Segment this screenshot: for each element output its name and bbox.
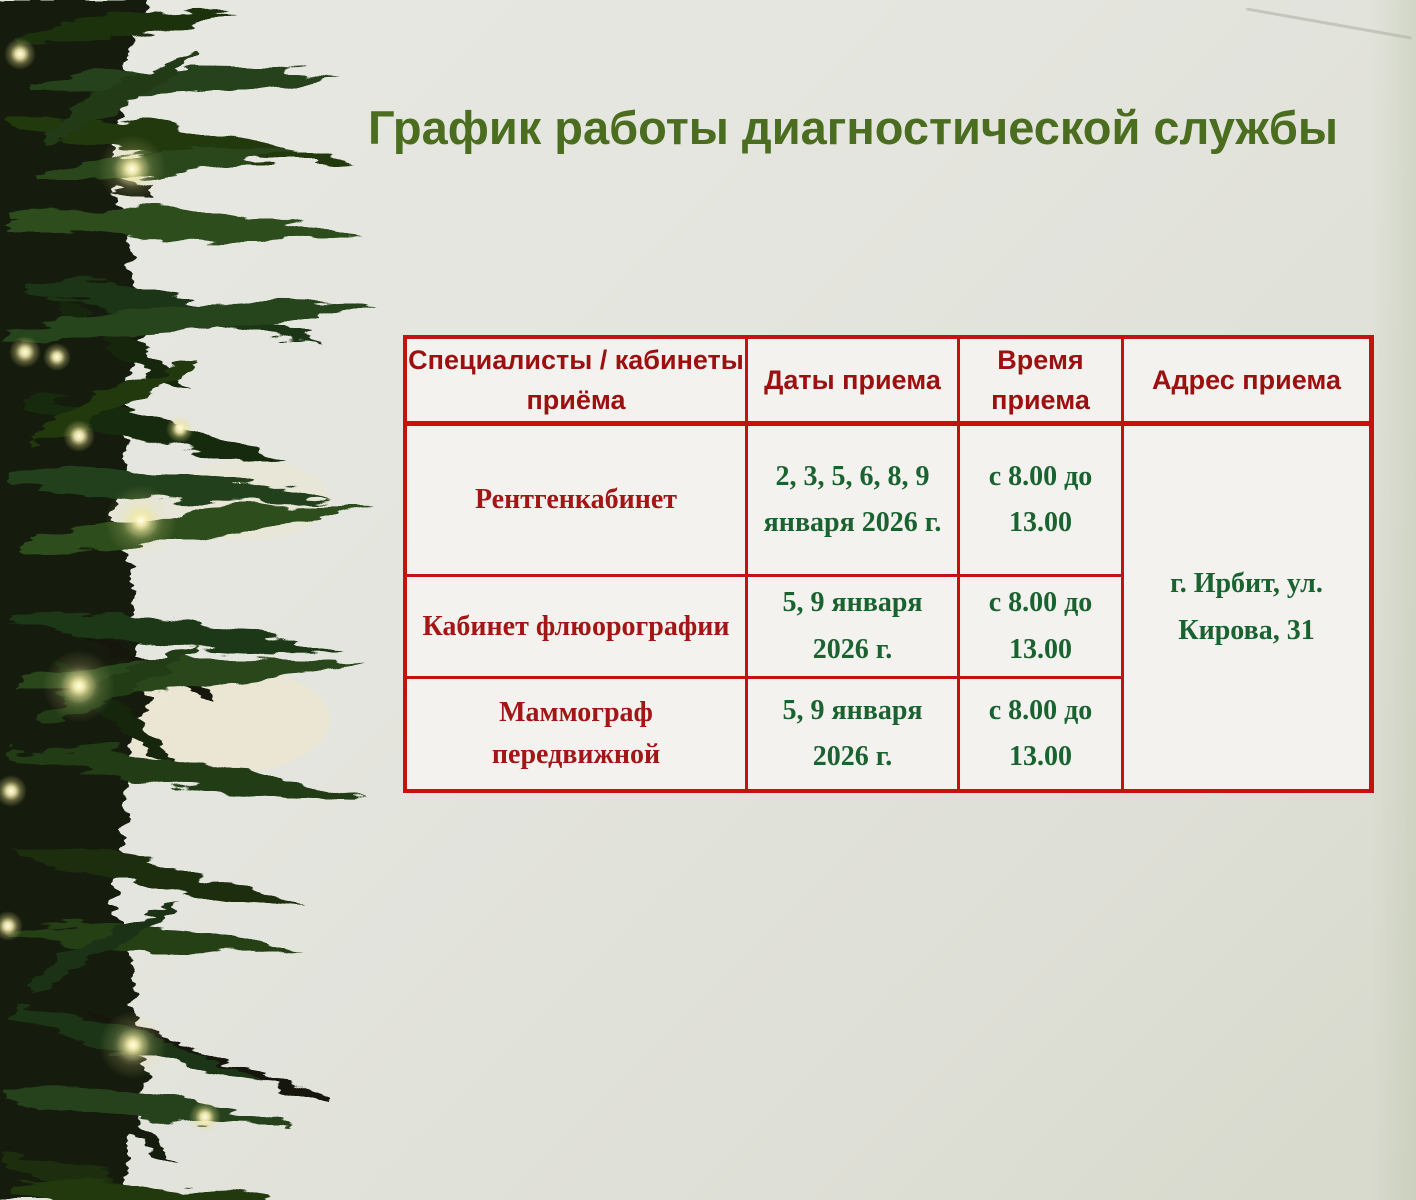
header-time-line2: приема bbox=[991, 385, 1090, 415]
address-merged-cell bbox=[1124, 426, 1369, 789]
address-line2: Кирова, 31 bbox=[1178, 614, 1315, 646]
tree-branches bbox=[0, 0, 377, 1200]
xray-time-line2: 13.00 bbox=[1009, 507, 1072, 538]
xray-dates-line2: января 2026 г. bbox=[763, 507, 942, 538]
page-title: График работы диагностической службы bbox=[368, 101, 1338, 154]
xray-time-line1: с 8.00 до bbox=[988, 460, 1093, 492]
header-address-label: Адрес приема bbox=[1152, 364, 1341, 395]
header-cell-specialists bbox=[407, 339, 745, 423]
header-time-line1: Время bbox=[997, 344, 1084, 375]
fluorography-dates-line1: 5, 9 января bbox=[782, 587, 923, 619]
mammograph-dates-cell bbox=[748, 679, 957, 789]
wall-crease-line bbox=[1246, 7, 1412, 39]
mammograph-time-cell bbox=[960, 679, 1121, 789]
header-specialists-line1: Специалисты / кабинеты bbox=[408, 344, 744, 375]
mammograph-time-line2: 13.00 bbox=[1009, 741, 1072, 772]
xray-dates-line1: 2, 3, 5, 6, 8, 9 bbox=[775, 460, 930, 492]
fluorography-dates-line2: 2026 г. bbox=[812, 633, 893, 665]
header-cell-time bbox=[960, 339, 1121, 423]
fluorography-time-cell bbox=[960, 577, 1121, 676]
mammograph-time-line1: с 8.00 до bbox=[988, 694, 1093, 726]
mammograph-dates-line2: 2026 г. bbox=[812, 741, 893, 772]
xray-room-dates-cell bbox=[748, 426, 957, 574]
header-specialists-line2: приёма bbox=[526, 385, 626, 415]
header-dates-label: Даты приема bbox=[764, 364, 941, 395]
fluorography-dates-cell bbox=[748, 577, 957, 676]
mammograph-name-cell bbox=[407, 679, 745, 789]
header-cell-address bbox=[1124, 339, 1369, 423]
christmas-tree-photo bbox=[0, 0, 400, 1200]
fluorography-name-cell bbox=[407, 577, 745, 676]
mammograph-dates-line1: 5, 9 января bbox=[782, 694, 923, 726]
header-cell-dates bbox=[748, 339, 957, 423]
xray-room-time-cell bbox=[960, 426, 1121, 574]
schedule-table bbox=[403, 335, 1374, 793]
mammograph-name-line1: Маммограф bbox=[499, 697, 653, 728]
xray-room-name-cell bbox=[407, 426, 745, 574]
fluorography-time-line1: с 8.00 до bbox=[988, 587, 1093, 619]
mammograph-name-line2: передвижной bbox=[491, 739, 661, 770]
xray-room-name: Рентгенкабинет bbox=[474, 484, 678, 515]
fluorography-time-line2: 13.00 bbox=[1009, 633, 1072, 665]
address-line1: г. Ирбит, ул. bbox=[1170, 568, 1323, 600]
fluorography-name: Кабинет флюорографии bbox=[422, 610, 730, 642]
